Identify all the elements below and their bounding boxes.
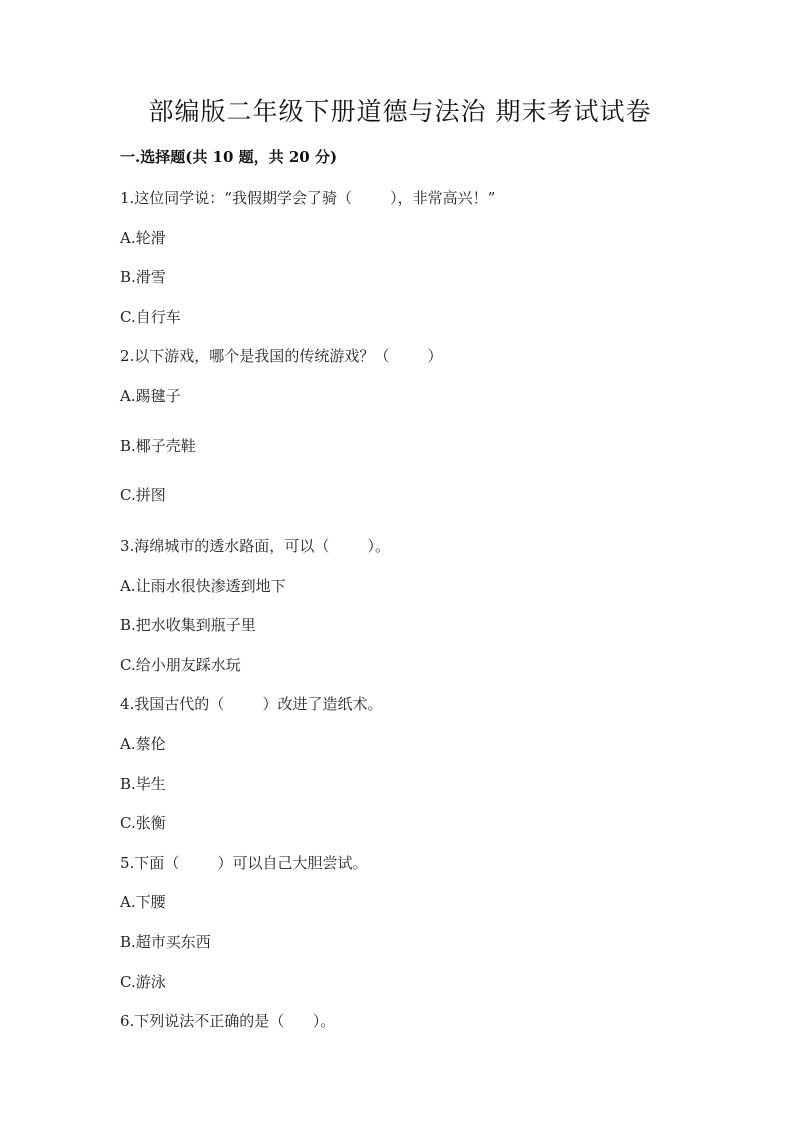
question-4-option-c: C.张衡 (120, 814, 166, 832)
question-3-option-b: B.把水收集到瓶子里 (120, 616, 256, 634)
question-5-option-b: B.超市买东西 (120, 933, 211, 951)
question-6-stem: 6.下列说法不正确的是（ ）。 (120, 1012, 336, 1030)
question-4-stem: 4.我国古代的（ ）改进了造纸术。 (120, 695, 383, 713)
question-4-option-b: B.毕生 (120, 775, 166, 793)
question-4-option-a: A.蔡伦 (120, 735, 166, 753)
section-heading: 一.选择题(共 10 题，共 20 分) (120, 148, 338, 166)
question-2-stem: 2.以下游戏，哪个是我国的传统游戏？（ ） (120, 347, 443, 365)
question-3-option-c: C.给小朋友踩水玩 (120, 656, 241, 674)
question-5-option-a: A.下腰 (120, 893, 166, 911)
question-1-option-c: C.自行车 (120, 308, 181, 326)
page-title: 部编版二年级下册道德与法治 期末考试试卷 (148, 97, 652, 126)
question-1-option-b: B.滑雪 (120, 268, 166, 286)
question-5-option-c: C.游泳 (120, 973, 166, 991)
question-1-stem: 1.这位同学说：“我假期学会了骑（ ），非常高兴！” (120, 189, 496, 207)
question-2-option-a: A.踢毽子 (120, 387, 181, 405)
question-2-option-b: B.椰子壳鞋 (120, 437, 196, 455)
question-1-option-a: A.轮滑 (120, 229, 166, 247)
question-3-stem: 3.海绵城市的透水路面，可以（ ）。 (120, 537, 390, 555)
question-5-stem: 5.下面（ ）可以自己大胆尝试。 (120, 854, 368, 872)
question-2-option-c: C.拼图 (120, 486, 166, 504)
question-3-option-a: A.让雨水很快渗透到地下 (120, 577, 286, 595)
